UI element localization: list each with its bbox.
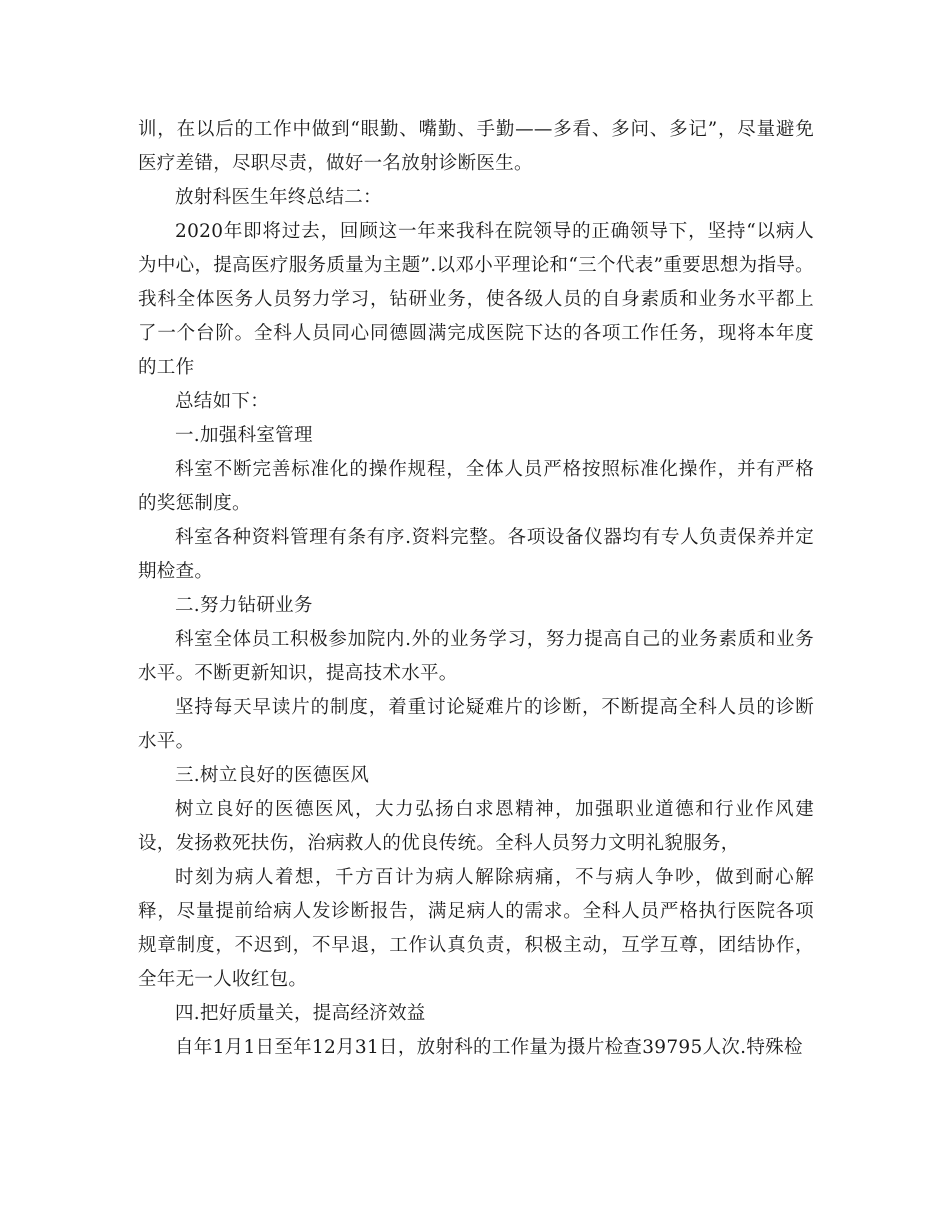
- paragraph: 树立良好的医德医风，大力弘扬白求恩精神，加强职业道德和行业作风建设，发扬救死扶伤，治病救人的优良传统。全科人员努力文明礼貌服务，: [138, 799, 814, 854]
- paragraph: 坚持每天早读片的制度，着重讨论疑难片的诊断，不断提高全科人员的诊断水平。: [138, 697, 814, 752]
- section-heading-4: 四.把好质量关，提高经济效益: [175, 1003, 426, 1024]
- paragraph: 科室各种资料管理有条有序.资料完整。各项设备仪器均有专人负责保养并定期检查。: [138, 527, 814, 582]
- paragraph: 科室全体员工积极参加院内.外的业务学习，努力提高自己的业务素质和业务水平。不断更新知识，提高技术水平。: [138, 629, 814, 684]
- section-heading-summary-two: 放射科医生年终总结二：: [175, 187, 382, 208]
- section-heading-2: 二.努力钻研业务: [175, 595, 313, 616]
- paragraph-intro: 2020年即将过去，回顾这一年来我科在院领导的正确领导下，坚持“以病人为中心，提高医疗服务质量为主题”.以邓小平理论和“三个代表”重要思想为指导。我科全体医务人员努力学习，钻研业务，使各级人员的自身素质和业务水平都上了一个台阶。全科人员同心同德圆满完成医院下达的各项工作任务，现将本年度的工作: [138, 221, 814, 378]
- paragraph: 时刻为病人着想，千方百计为病人解除病痛，不与病人争吵，做到耐心解释，尽量提前给病人发诊断报告，满足病人的需求。全科人员严格执行医院各项规章制度，不迟到，不早退，工作认真负责，积极主动，互学互尊，团结协作，全年无一人收红包。: [138, 867, 814, 990]
- document-body: [138, 113, 814, 1065]
- paragraph: 自年1月1日至年12月31日，放射科的工作量为摄片检查39795人次.特殊检: [175, 1037, 803, 1058]
- section-heading-1: 一.加强科室管理: [175, 425, 313, 446]
- section-heading-3: 三.树立良好的医德医风: [175, 765, 370, 786]
- paragraph-continuation: 训，在以后的工作中做到“眼勤、嘴勤、手勤——多看、多问、多记”，尽量避免医疗差错，尽职尽责，做好一名放射诊断医生。: [138, 119, 814, 174]
- paragraph-summary-lead: 总结如下：: [175, 391, 270, 412]
- paragraph: 科室不断完善标准化的操作规程，全体人员严格按照标准化操作，并有严格的奖惩制度。: [138, 459, 814, 514]
